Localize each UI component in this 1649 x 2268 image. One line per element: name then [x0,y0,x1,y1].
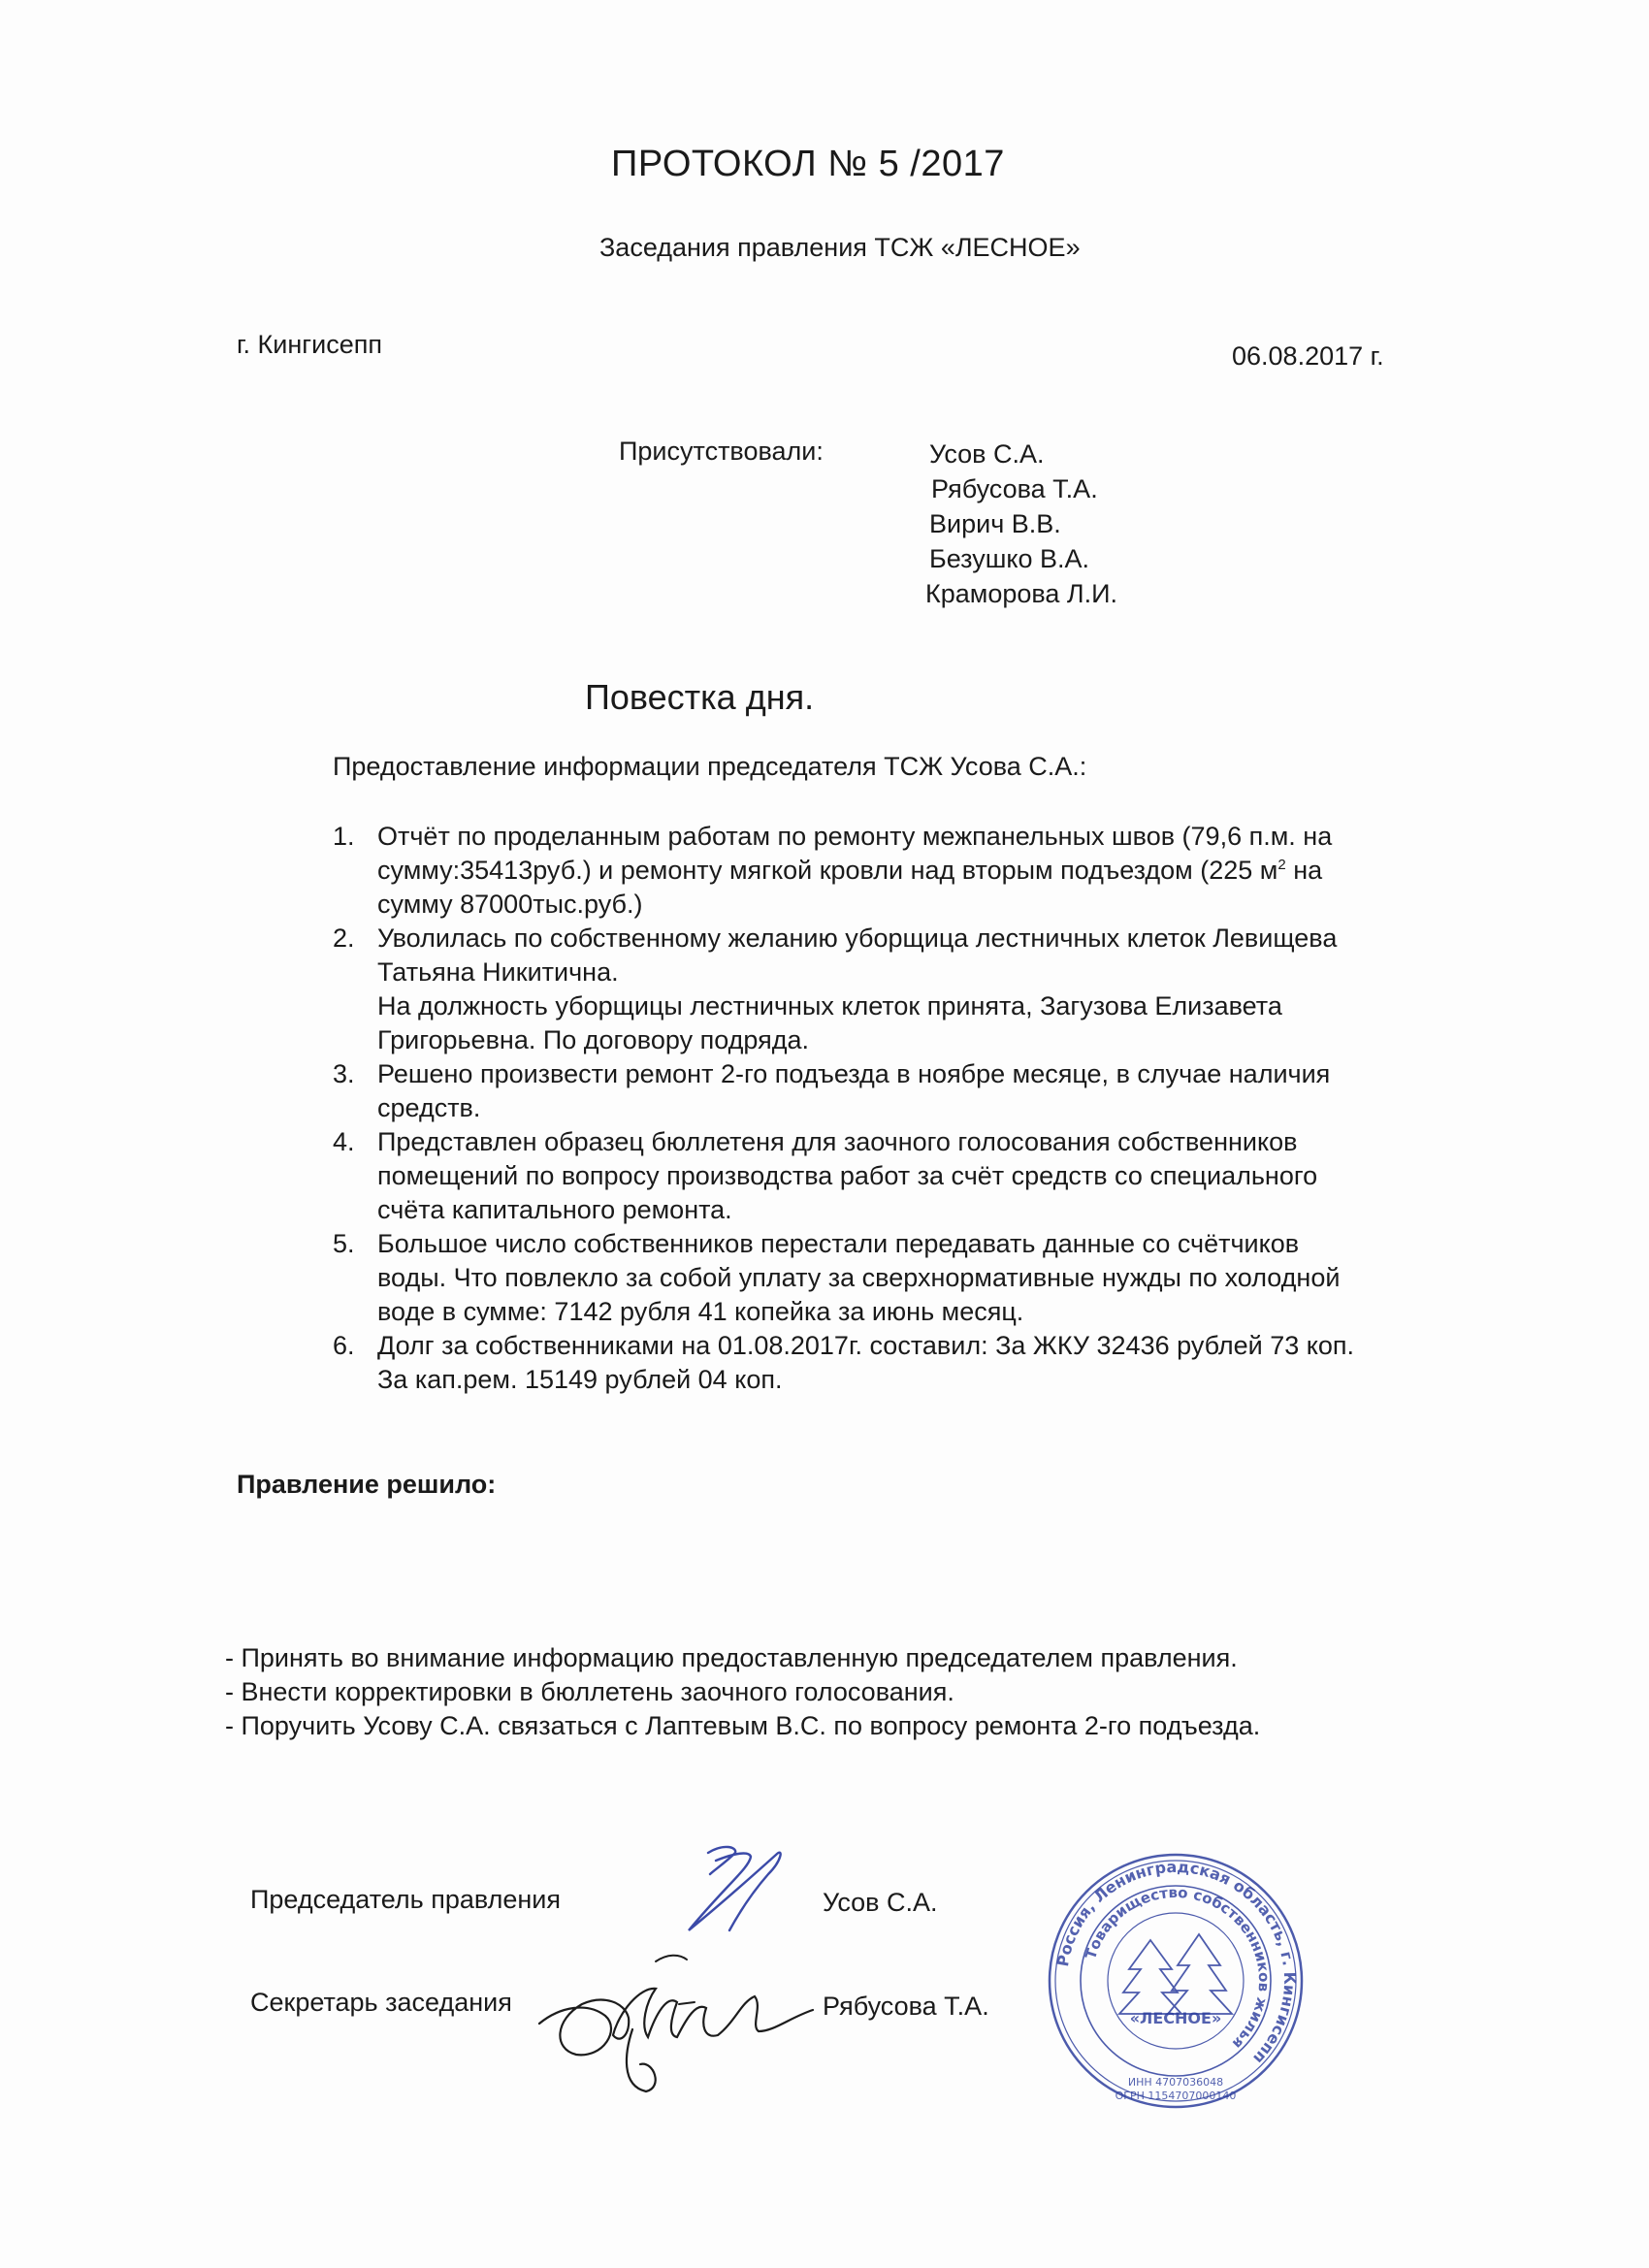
agenda-item-line: средств. [377,1093,481,1122]
agenda-item-line: воде в сумме: 7142 рубля 41 копейка за июнь месяц. [377,1297,1024,1326]
agenda-item-line: Татьяна Никитична. [377,957,619,987]
agenda-item-line: На должность уборщицы лестничных клеток принята, Загузова Елизавета [377,991,1282,1021]
stamp-center-text: «ЛЕСНОЕ» [1129,2009,1222,2027]
agenda-item-line: сумму 87000тыс.руб.) [377,890,643,919]
agenda-list [333,820,1506,1397]
decision-item: - Принять во внимание информацию предоставленную председателем правления. [225,1643,1238,1672]
protocol-title: ПРОТОКОЛ № 5 /2017 [611,144,1005,184]
agenda-item-line: Долг за собственниками на 01.08.2017г. составил: За ЖКУ 32436 рублей 73 коп. [377,1331,1355,1360]
agenda-item [333,1125,1506,1227]
attendee: Краморова Л.И. [925,579,1118,608]
attendee: Рябусова Т.А. [931,474,1098,503]
agenda-item-line: помещений по вопросу производства работ за счёт средств со специального [377,1161,1318,1190]
decision-label: Правление решило: [237,1470,497,1499]
agenda-title: Повестка дня. [585,677,815,717]
agenda-item-number: 6. [333,1331,355,1360]
agenda-item-number: 4. [333,1127,355,1156]
agenda-item-line: счёта капитального ремонта. [377,1195,732,1224]
secretary-signature-icon [532,1944,832,2119]
agenda-item [333,922,1506,1057]
agenda-item-line-text: на [1285,856,1323,885]
stamp-inn: ИНН 4707036048 [1127,2076,1224,2089]
agenda-item-number: 1. [333,822,355,851]
decision-item: - Внести корректировки в бюллетень заочного голосования. [225,1677,954,1706]
city: г. Кингисепп [237,330,382,359]
agenda-item-line: Григорьевна. По договору подряда. [377,1025,809,1054]
agenda-intro: Предоставление информации председателя ТСЖ Усова С.А.: [333,752,1087,781]
secretary-name: Рябусова Т.А. [823,1992,989,2021]
stamp-fir-trees-icon [1119,1934,1232,2014]
agenda-item-line-text: сумму:35413руб.) и ремонту мягкой кровли над вторым подъездом (225 м [377,856,1278,885]
agenda-item-number: 2. [333,923,355,953]
agenda-item [333,820,1506,922]
agenda-item-line: воды. Что повлекло за собой уплату за сверхнормативные нужды по холодной [377,1263,1341,1292]
agenda-item-line [377,854,1506,888]
attendee: Вирич В.В. [929,509,1061,538]
stamp-outer-text: Россия, Ленинградская область, г. Кингисепп [1052,1857,1300,2068]
agenda-item-line: Решено произвести ремонт 2-го подъезда в ноябре месяце, в случае наличия [377,1059,1331,1088]
agenda-item [333,1057,1506,1125]
protocol-subtitle: Заседания правления ТСЖ «ЛЕСНОЕ» [599,233,1081,262]
superscript: 2 [1277,857,1286,873]
protocol-date: 06.08.2017 г. [1232,341,1384,371]
chair-signature-icon [667,1841,813,1948]
agenda-item-number: 5. [333,1229,355,1258]
agenda-item [333,1329,1506,1397]
decision-item: - Поручить Усову С.А. связаться с Лаптевым В.С. по вопросу ремонта 2-го подъезда. [225,1711,1261,1740]
attendee: Безушко В.А. [929,544,1090,573]
secretary-role: Секретарь заседания [250,1988,512,2017]
stamp-inner-text: Товарищество собственников жилья [1082,1883,1274,2053]
stamp-ogrn: ОГРН 1154707000140 [1115,2090,1237,2102]
decision-list [225,1641,1260,1743]
agenda-item-line: Большое число собственников перестали передавать данные со счётчиков [377,1229,1300,1258]
chair-name: Усов С.А. [823,1888,938,1917]
agenda-item-line: За кап.рем. 15149 рублей 04 коп. [377,1365,783,1394]
agenda-item-line: Уволилась по собственному желанию уборщица лестничных клеток Левищева [377,923,1338,953]
attendee: Усов С.А. [929,439,1045,469]
agenda-item-number: 3. [333,1059,355,1088]
chair-role: Председатель правления [250,1885,561,1914]
attendance-label: Присутствовали: [619,437,824,466]
agenda-item [333,1227,1506,1329]
agenda-item-line: Отчёт по проделанным работам по ремонту межпанельных швов (79,6 п.м. на [377,822,1333,851]
attendance-list [925,437,1118,611]
agenda-item-line: Представлен образец бюллетеня для заочного голосования собственников [377,1127,1298,1156]
organization-stamp-icon [1046,1851,1306,2111]
